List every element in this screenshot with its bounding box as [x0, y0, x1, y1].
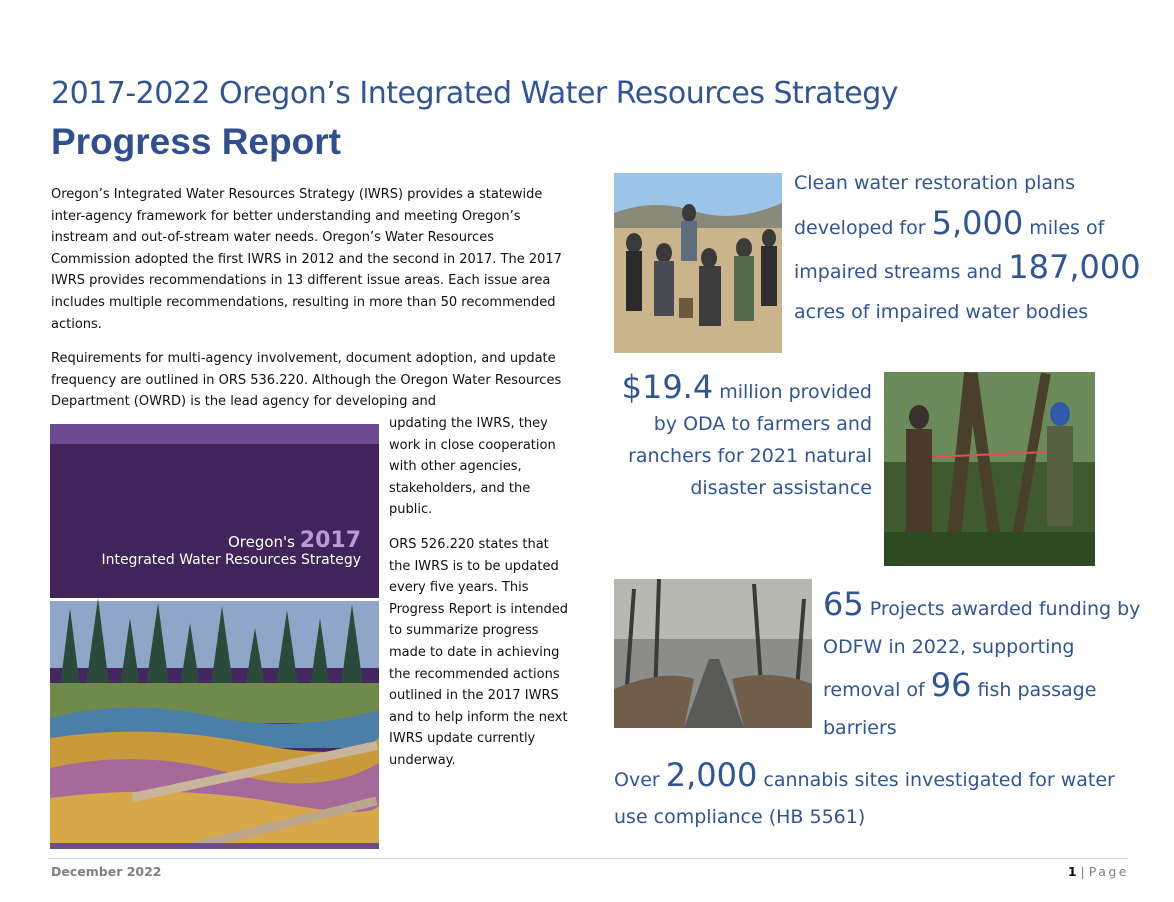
cover-title-line1 — [228, 528, 361, 553]
footer-date: December 2022 — [51, 864, 162, 879]
page-separator: | — [1076, 864, 1089, 879]
stat1-miles-number: 5,000 — [931, 203, 1024, 242]
stat3-barriers-number: 96 — [930, 666, 972, 704]
cover-year: 2017 — [299, 528, 361, 553]
stat3-text-a: Projects awarded funding by ODFW in 2022, supporting removal of — [823, 598, 1141, 701]
forest-workers-photo — [884, 372, 1095, 566]
stat1-text-b: miles of impaired streams and — [794, 216, 1105, 283]
cover-top-strip — [50, 424, 379, 444]
stream-photo — [614, 579, 812, 728]
stat2-text: million provided by ODA to farmers and ranchers for 2021 natural disaster assistance — [628, 381, 872, 499]
stat4-text-b: cannabis sites investigated for water use compliance (HB 5561) — [614, 769, 1115, 828]
stat-odfw-projects — [823, 585, 1153, 747]
page-label: Page — [1088, 864, 1129, 879]
stat-clean-water-plans — [794, 164, 1144, 332]
cover-title-line2: Integrated Water Resources Strategy — [101, 552, 361, 568]
document-subtitle: Progress Report — [51, 121, 341, 162]
stat-oda-assistance — [610, 368, 872, 504]
stat1-acres-number: 187,000 — [1008, 248, 1141, 286]
document-title: 2017-2022 Oregon’s Integrated Water Resources Strategy — [51, 76, 899, 111]
stat3-text-b: fish passage barriers — [823, 679, 1097, 739]
landscape-painting — [50, 598, 379, 849]
intro-paragraph: Oregon’s Integrated Water Resources Strategy (IWRS) provides a statewide inter-agency framework for better understanding and meeting Oregon’s instream and out-of-stream water needs. Oregon’s Water Resources Commission adopted the first IWRS in 2012 and the second in 2017. The 2017 IWRS provides recommendations in 13 different issue areas. Each issue area includes multiple recommendations, resulting in more than 50 recommended actions. — [51, 187, 562, 332]
iwrs-cover-image — [50, 424, 379, 849]
field-group-photo — [614, 173, 782, 353]
footer-page-indicator — [1068, 864, 1129, 879]
stat2-amount: $19.4 — [621, 368, 714, 406]
update-paragraph: ORS 526.220 states that the IWRS is to be updated every five years. This Progress Report is intended to summarize progress made to date in achieving the recommended actions outlined in the 2017 IWRS and to help inform the next IWRS update currently underway. — [389, 537, 569, 768]
stat3-projects-number: 65 — [823, 585, 864, 623]
page-number: 1 — [1067, 864, 1077, 879]
cooperation-paragraph: updating the IWRS, they work in close cooperation with other agencies, stakeholders, and the public. — [389, 416, 556, 518]
cover-title-band — [50, 444, 379, 598]
stat1-text-c: acres of impaired water bodies — [794, 300, 1089, 323]
requirements-paragraph: Requirements for multi-agency involvement, document adoption, and update frequency are outlined in ORS 536.220. Although the Oregon Water Resources Department (OWRD) is the lead agency for developing and — [51, 351, 562, 410]
cover-prefix: Oregon's — [227, 533, 300, 551]
stat-cannabis-sites — [614, 757, 1144, 836]
footer-divider — [48, 858, 1128, 859]
stat1-text-a: Clean water restoration plans developed for — [794, 172, 1076, 239]
stat4-text-a: Over — [614, 769, 666, 791]
stat4-sites-number: 2,000 — [665, 756, 758, 794]
